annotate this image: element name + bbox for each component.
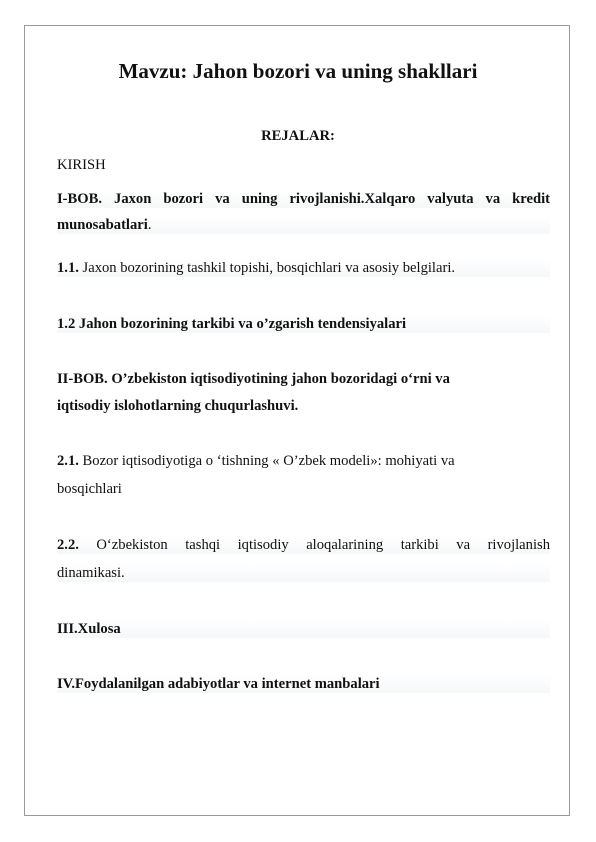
intro-heading [57, 156, 550, 174]
section-1-1 [57, 259, 550, 277]
chapter-1-title-part: munosabatlari [57, 217, 148, 233]
chapter-1-title-line2 [57, 216, 550, 234]
chapter-3-title: III.Xulosa [57, 620, 550, 638]
section-2-1-text: Bozor iqtisodiyotiga o ‘tishning « O’zbek modeli»: mohiyati va [78, 453, 455, 469]
section-2-1-line1 [57, 452, 550, 470]
section-1-2: 1.2 Jahon bozorining tarkibi va o’zgarish tendensiyalari [57, 315, 550, 333]
page-title: Mavzu: Jahon bozori va uning shakllari [118, 59, 478, 83]
section-2-2-text: O‘zbekiston tashqi iqtisodiy aloqalarining tarkibi va rivojlanish [78, 537, 550, 553]
chapter-1-title-line1: I-BOB. Jaxon bozori va uning rivojlanishi.Xalqaro valyuta va kredit [57, 191, 550, 207]
section-2-2-number: 2.2. [57, 537, 79, 553]
section-2-1-line2: bosqichlari [57, 481, 122, 497]
chapter-4-title: IV.Foydalanilgan adabiyotlar va internet manbalari [57, 675, 550, 693]
section-2-2-line2: dinamikasi. [57, 564, 550, 582]
chapter-2-title-line2: iqtisodiy islohotlarning chuqurlashuvi. [57, 398, 299, 414]
chapter-1-title-period: . [147, 217, 152, 233]
intro-label: KIRISH [57, 157, 106, 173]
section-2-1-number: 2.1. [57, 453, 79, 469]
plan-heading: REJALAR: [261, 128, 335, 144]
chapter-2-title-line1: II-BOB. O’zbekiston iqtisodiyotining jahon bozoridagi o‘rni va [57, 371, 450, 387]
section-1-1-number: 1.1. [57, 260, 79, 276]
section-1-1-text: Jaxon bozorining tashkil topishi, bosqichlari va asosiy belgilari. [78, 260, 456, 276]
section-2-2-line1 [57, 536, 550, 554]
